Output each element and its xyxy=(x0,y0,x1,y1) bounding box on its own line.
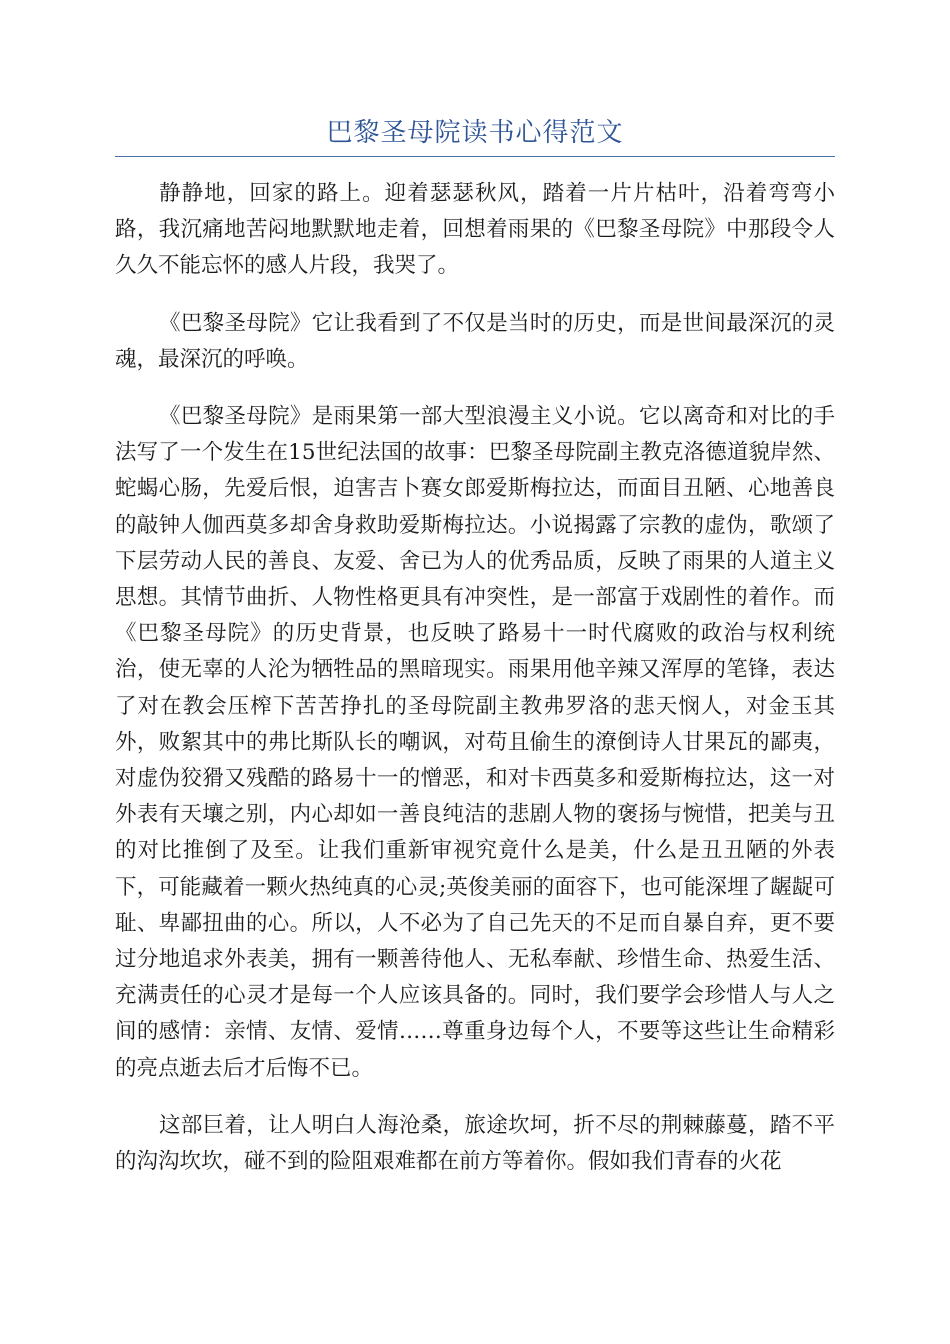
paragraph-4: 这部巨着，让人明白人海沧桑，旅途坎坷，折不尽的荆棘藤蔓，踏不平的沟沟坎坎，碰不到的险阻艰难都在前方等着你。假如我们青春的火花 xyxy=(115,1112,835,1175)
paragraph-2: 《巴黎圣母院》它让我看到了不仅是当时的历史，而是世间最深沉的灵魂，最深沉的呼唤。 xyxy=(115,310,835,372)
paragraph-1: 静静地，回家的路上。迎着瑟瑟秋风，踏着一片片枯叶，沿着弯弯小路，我沉痛地苦闷地默默地走着，回想着雨果的《巴黎圣母院》中那段令人久久不能忘怀的感人片段，我哭了。 xyxy=(115,181,835,279)
document-body xyxy=(115,176,835,1201)
document-title: 巴黎圣母院读书心得范文 xyxy=(326,118,624,148)
paragraph-3: 《巴黎圣母院》是雨果第一部大型浪漫主义小说。它以离奇和对比的手法写了一个发生在15世纪法国的故事：巴黎圣母院副主教克洛德道貌岸然、蛇蝎心肠，先爱后恨，迫害吉卜赛女郎爱斯梅拉达，而面目丑陋、心地善良的敲钟人伽西莫多却舍身救助爱斯梅拉达。小说揭露了宗教的虚伪，歌颂了下层劳动人民的善良、友爱、舍已为人的优秀品质，反映了雨果的人道主义思想。其情节曲折、人物性格更具有冲突性，是一部富于戏剧性的着作。而《巴黎圣母院》的历史背景，也反映了路易十一时代腐败的政治与权利统治，使无辜的人沦为牺牲品的黑暗现实。雨果用他辛辣又浑厚的笔锋，表达了对在教会压榨下苦苦挣扎的圣母院副主教弗罗洛的悲天悯人，对金玉其外，败絮其中的弗比斯队长的嘲讽，对苟且偷生的潦倒诗人甘果瓦的鄙夷，对虚伪狡猾又残酷的路易十一的憎恶，和对卡西莫多和爱斯梅拉达，这一对外表有天壤之别，内心却如一善良纯洁的悲剧人物的褒扬与惋惜，把美与丑的对比推倒了及至。让我们重新审视究竟什么是美，什么是丑丑陋的外表下，可能藏着一颗火热纯真的心灵;英俊美丽的面容下，也可能深埋了龌龊可耻、卑鄙扭曲的心。所以，人不必为了自己先天的不足而自暴自弃，更不要过分地追求外表美，拥有一颗善待他人、无私奉献、珍惜生命、热爱生活、充满责任的心灵才是每一个人应该具备的。同时，我们要学会珍惜人与人之间的感情：亲情、友情、爱情……尊重身边每个人，不要等这些让生命精彩的亮点逝去后才后悔不已。 xyxy=(115,404,835,1081)
title-block xyxy=(115,112,835,157)
